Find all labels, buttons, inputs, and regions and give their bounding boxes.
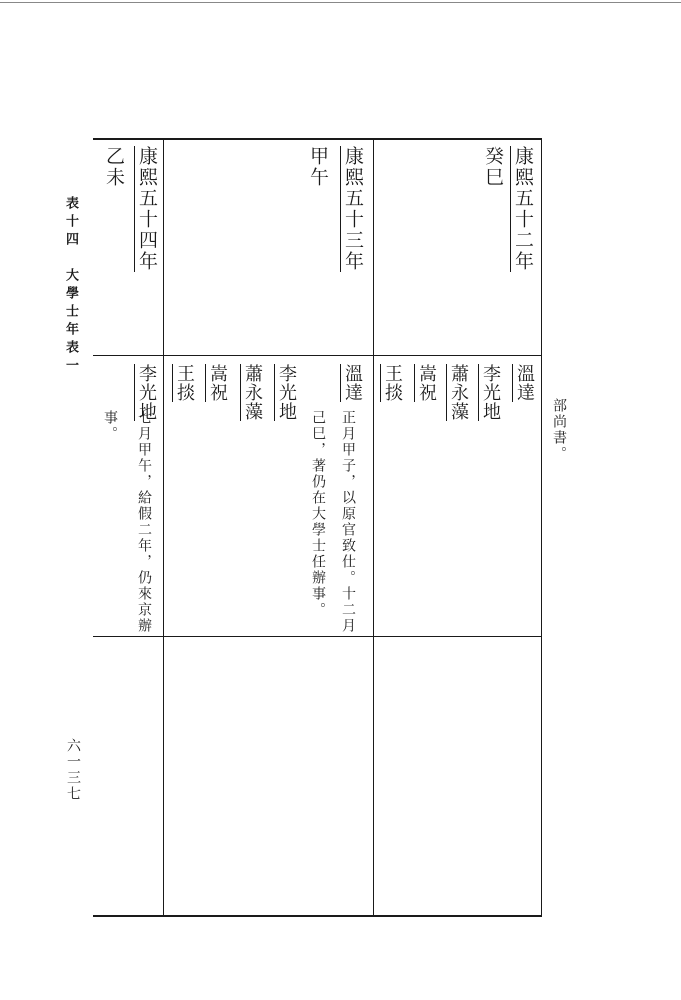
page-number: 六一三七 [65, 738, 81, 802]
official-name: 溫達 [342, 364, 363, 402]
official-name: 蕭永藻 [242, 364, 263, 421]
official-name: 王掞 [174, 364, 195, 402]
official-name: 嵩祝 [207, 364, 228, 402]
column-divider-3 [541, 139, 542, 916]
table-row-divider-upper [93, 355, 542, 356]
year-heading: 康熙五十三年 [342, 146, 364, 272]
table-bottom-rule [93, 915, 542, 917]
official-note: 己巳，著仍在大學士任辦事。 [310, 410, 326, 618]
column-divider-2 [373, 139, 374, 916]
cyclical-year: 乙未 [103, 146, 125, 188]
cyclical-year: 癸巳 [482, 146, 504, 188]
table-top-rule [93, 138, 542, 140]
official-name: 溫達 [514, 364, 535, 402]
cyclical-year: 甲午 [307, 146, 329, 188]
year-heading: 康熙五十四年 [136, 146, 158, 272]
carryover-note: 部尚書。 [551, 398, 567, 462]
official-name: 李光地 [480, 364, 501, 421]
table-row-divider-lower [93, 636, 542, 637]
official-name: 王掞 [382, 364, 403, 402]
official-note: 事。 [102, 410, 118, 442]
year-heading: 康熙五十二年 [512, 146, 534, 272]
official-note: 正月甲子，以原官致仕。十二月 [340, 410, 356, 634]
official-name: 李光地 [136, 364, 157, 421]
official-name: 嵩祝 [416, 364, 437, 402]
page-top-edge [0, 2, 681, 3]
column-divider-1 [163, 139, 164, 916]
table-title-margin: 表十四 大學士年表一 [63, 196, 78, 376]
official-name: 蕭永藻 [448, 364, 469, 421]
official-name: 李光地 [276, 364, 297, 421]
official-note: 七月甲午，給假二年，仍來京辦 [136, 410, 152, 634]
